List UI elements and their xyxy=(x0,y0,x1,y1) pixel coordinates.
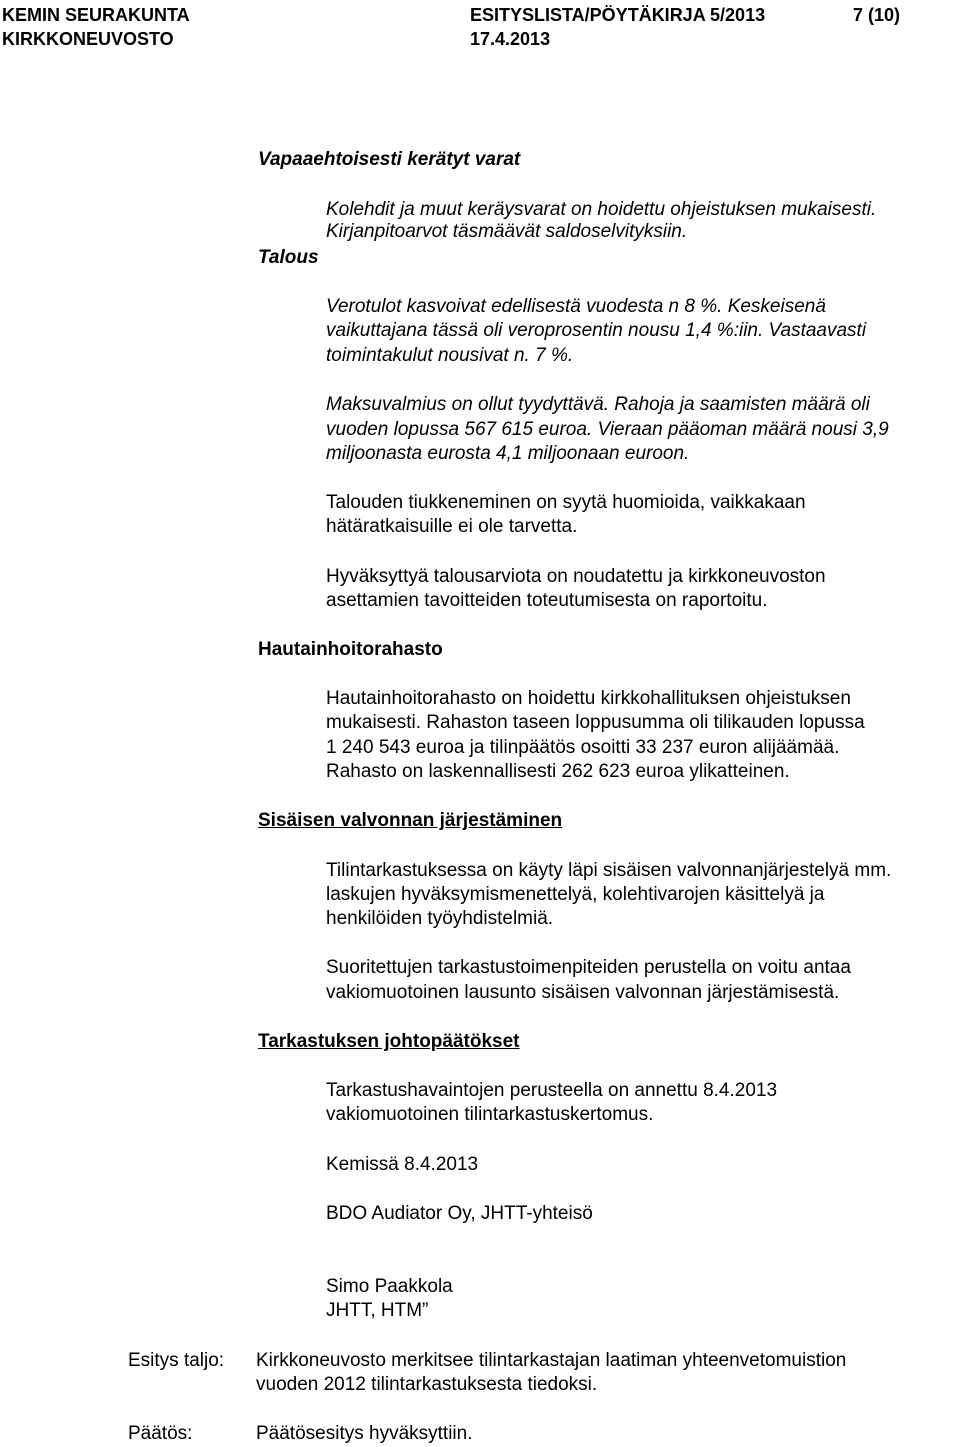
hautainhoito-line-1: Hautainhoitorahasto on hoidettu kirkkohallituksen ohjeistuksen xyxy=(326,688,851,709)
hautainhoito-line-2: mukaisesti. Rahaston taseen loppusumma oli tilikauden lopussa xyxy=(326,712,865,733)
heading-johtopaatokset: Tarkastuksen johtopäätökset xyxy=(258,1031,520,1052)
signer-name: Simo Paakkola xyxy=(326,1276,453,1297)
place-date: Kemissä 8.4.2013 xyxy=(326,1154,479,1175)
proposal-label: Esitys taljo: xyxy=(128,1350,225,1371)
heading-valvonta: Sisäisen valvonnan järjestäminen xyxy=(258,810,563,831)
header-page: 7 (10) xyxy=(853,5,901,25)
header-body: KIRKKONEUVOSTO xyxy=(2,29,174,49)
talous-p1-line-3: toimintakulut nousivat n. 7 %. xyxy=(326,345,574,366)
valvonta-p1-line-1: Tilintarkastuksessa on käyty läpi sisäisen valvonnanjärjestelyä mm. xyxy=(326,860,892,881)
decision-text: Päätösesitys hyväksyttiin. xyxy=(256,1423,473,1444)
signer-title: JHTT, HTM” xyxy=(326,1300,429,1321)
johtopaatokset-line-2: vakiomuotoinen tilintarkastuskertomus. xyxy=(326,1104,654,1125)
heading-talous: Talous xyxy=(258,247,319,268)
proposal-line-1: Kirkkoneuvosto merkitsee tilintarkastajan laatiman yhteenvetomuistion xyxy=(256,1350,847,1371)
heading-hautainhoitorahasto: Hautainhoitorahasto xyxy=(258,639,443,660)
audit-firm: BDO Audiator Oy, JHTT-yhteisö xyxy=(326,1203,593,1224)
johtopaatokset-line-1: Tarkastushavaintojen perusteella on annettu 8.4.2013 xyxy=(326,1080,778,1101)
talous-p1-line-1: Verotulot kasvoivat edellisestä vuodesta n 8 %. Keskeisenä xyxy=(326,296,826,317)
header-org: KEMIN SEURAKUNTA xyxy=(2,5,190,25)
valvonta-p2-line-1: Suoritettujen tarkastustoimenpiteiden perustella on voitu antaa xyxy=(326,957,851,978)
talous-p2-line-2: vuoden lopussa 567 615 euroa. Vieraan pääoman määrä nousi 3,9 xyxy=(326,419,889,440)
talous-p2-line-1: Maksuvalmius on ollut tyydyttävä. Rahoja ja saamisten määrä oli xyxy=(326,394,870,415)
header-date: 17.4.2013 xyxy=(470,29,551,49)
vapaaehtoiset-line-1: Kolehdit ja muut keräysvarat on hoidettu ohjeistuksen mukaisesti. xyxy=(326,199,877,220)
hautainhoito-line-4: Rahasto on laskennallisesti 262 623 euroa ylikatteinen. xyxy=(326,761,790,782)
decision-label: Päätös: xyxy=(128,1423,193,1444)
heading-vapaaehtoiset: Vapaaehtoisesti kerätyt varat xyxy=(258,149,521,170)
talous-p4-line-1: Hyväksyttyä talousarviota on noudatettu ja kirkkoneuvoston xyxy=(326,566,826,587)
valvonta-p1-line-3: henkilöiden työyhdistelmiä. xyxy=(326,908,554,929)
talous-p3-line-2: hätäratkaisuille ei ole tarvetta. xyxy=(326,516,578,537)
talous-p4-line-2: asettamien tavoitteiden toteutumisesta on raportoitu. xyxy=(326,590,768,611)
header-doc-type: ESITYSLISTA/PÖYTÄKIRJA 5/2013 xyxy=(470,5,766,25)
proposal-line-2: vuoden 2012 tilintarkastuksesta tiedoksi. xyxy=(256,1374,598,1395)
hautainhoito-line-3: 1 240 543 euroa ja tilinpäätös osoitti 33 237 euron alijäämää. xyxy=(326,737,840,758)
vapaaehtoiset-line-2: Kirjanpitoarvot täsmäävät saldoselvityksiin. xyxy=(326,221,688,242)
talous-p2-line-3: miljoonasta eurosta 4,1 miljoonaan euroon. xyxy=(326,443,690,464)
talous-p3-line-1: Talouden tiukkeneminen on syytä huomioida, vaikkakaan xyxy=(326,492,806,513)
valvonta-p1-line-2: laskujen hyväksymismenettelyä, kolehtivarojen käsittelyä ja xyxy=(326,884,825,905)
valvonta-p2-line-2: vakiomuotoinen lausunto sisäisen valvonnan järjestämisestä. xyxy=(326,982,840,1003)
talous-p1-line-2: vaikuttajana tässä oli veroprosentin nousu 1,4 %:iin. Vastaavasti xyxy=(326,320,867,341)
